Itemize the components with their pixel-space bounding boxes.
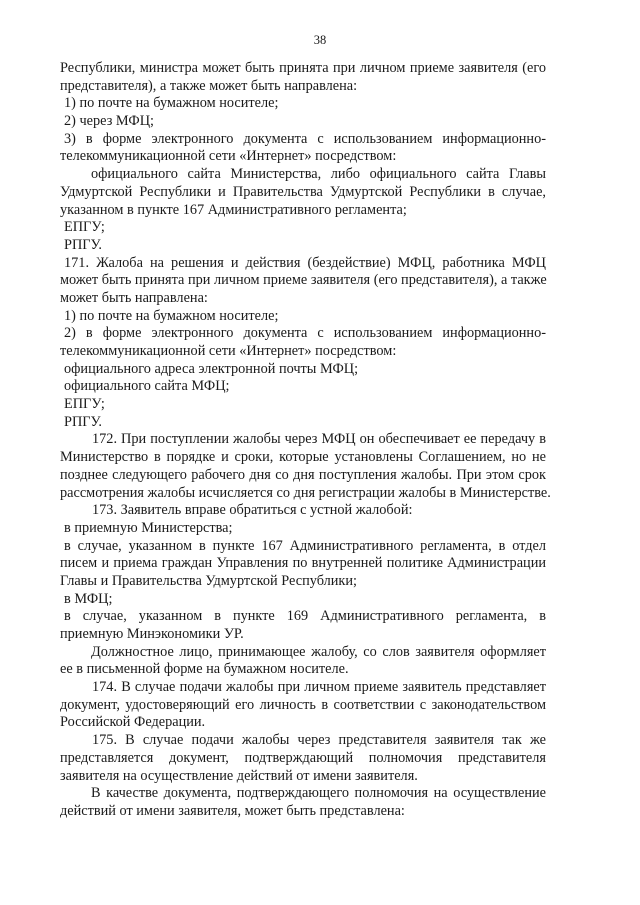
- text-line: приемную Минэкономики УР.: [60, 626, 244, 642]
- text-line: ЕПГУ;: [64, 396, 105, 413]
- text-line: Министерство в порядке и сроки, которые установлены Соглашением, но не: [60, 449, 546, 466]
- text-line: 173. Заявитель вправе обратиться с устной жалобой:: [92, 502, 413, 519]
- text-line: 1) по почте на бумажном носителе;: [64, 95, 279, 112]
- text-line: Республики, министра может быть принята при личном приеме заявителя (его: [60, 60, 546, 76]
- text-line: ее в письменной форме на бумажном носителе.: [60, 661, 349, 678]
- text-line: официального сайта Министерства, либо официального сайта Главы: [91, 166, 546, 183]
- text-line: Удмуртской Республики и Правительства Удмуртской Республики в случае,: [60, 183, 546, 200]
- text-line: указанном в пункте 167 Административного регламента;: [60, 201, 407, 218]
- text-line: ЕПГУ;: [64, 219, 105, 236]
- text-line: 174. В случае подачи жалобы при личном приеме заявитель представляет: [92, 679, 546, 696]
- text-line: РПГУ.: [64, 236, 102, 253]
- text-line: рассмотрения жалобы исчисляется со дня регистрации жалобы в Министерстве.: [60, 484, 551, 501]
- text-line: в приемную Министерства;: [64, 519, 233, 536]
- text-line: документ, удостоверяющий его личность в соответствии с законодательством: [60, 696, 546, 713]
- text-line: РПГУ.: [64, 413, 102, 430]
- text-line: в случае, указанном в пункте 167 Административного регламента, в отдел: [64, 537, 546, 554]
- text-line: может быть направлена:: [60, 289, 208, 306]
- text-line: 1) по почте на бумажном носителе;: [64, 307, 279, 324]
- document-body: [60, 60, 551, 821]
- text-line: Должностное лицо, принимающее жалобу, со слов заявителя оформляет: [91, 643, 546, 660]
- text-line: телекоммуникационной сети «Интернет» посредством:: [60, 148, 397, 165]
- text-line: действий от имени заявителя, может быть представлена:: [60, 802, 405, 819]
- text-line: в случае, указанном в пункте 169 Административного регламента, в: [64, 608, 546, 625]
- text-line: Главы и Правительства Удмуртской Республики;: [60, 572, 357, 589]
- text-line: 2) в форме электронного документа с использованием информационно-: [64, 325, 546, 342]
- text-line: Российской Федерации.: [60, 714, 206, 731]
- text-line: писем и приема граждан Управления по внутренней политике Администрации: [60, 555, 546, 572]
- text-line: 3) в форме электронного документа с использованием информационно-: [64, 130, 546, 147]
- text-line: в МФЦ;: [64, 590, 113, 607]
- text-line: представителя), а также может быть направлена:: [60, 77, 358, 94]
- text-line: официального адреса электронной почты МФЦ;: [64, 360, 359, 377]
- text-line: телекоммуникационной сети «Интернет» посредством:: [60, 343, 397, 359]
- text-line: может быть принята при личном приеме заявителя (его представителя), а также: [60, 272, 547, 289]
- page-number: 38: [313, 33, 327, 47]
- text-line: 171. Жалоба на решения и действия (бездействие) МФЦ, работника МФЦ: [64, 254, 546, 271]
- text-line: 172. При поступлении жалобы через МФЦ он обеспечивает ее передачу в: [92, 431, 546, 448]
- text-line: 2) через МФЦ;: [64, 113, 155, 130]
- text-line: В качестве документа, подтверждающего полномочия на осуществление: [91, 785, 546, 802]
- text-line: 175. В случае подачи жалобы через представителя заявителя так же: [92, 732, 546, 749]
- text-line: позднее следующего рабочего дня со дня поступления жалобы. При этом срок: [60, 466, 546, 483]
- text-line: заявителя на осуществление действий от имени заявителя.: [60, 767, 418, 784]
- text-line: представляется документ, подтверждающий полномочия представителя: [60, 749, 546, 766]
- text-line: официального сайта МФЦ;: [64, 378, 230, 395]
